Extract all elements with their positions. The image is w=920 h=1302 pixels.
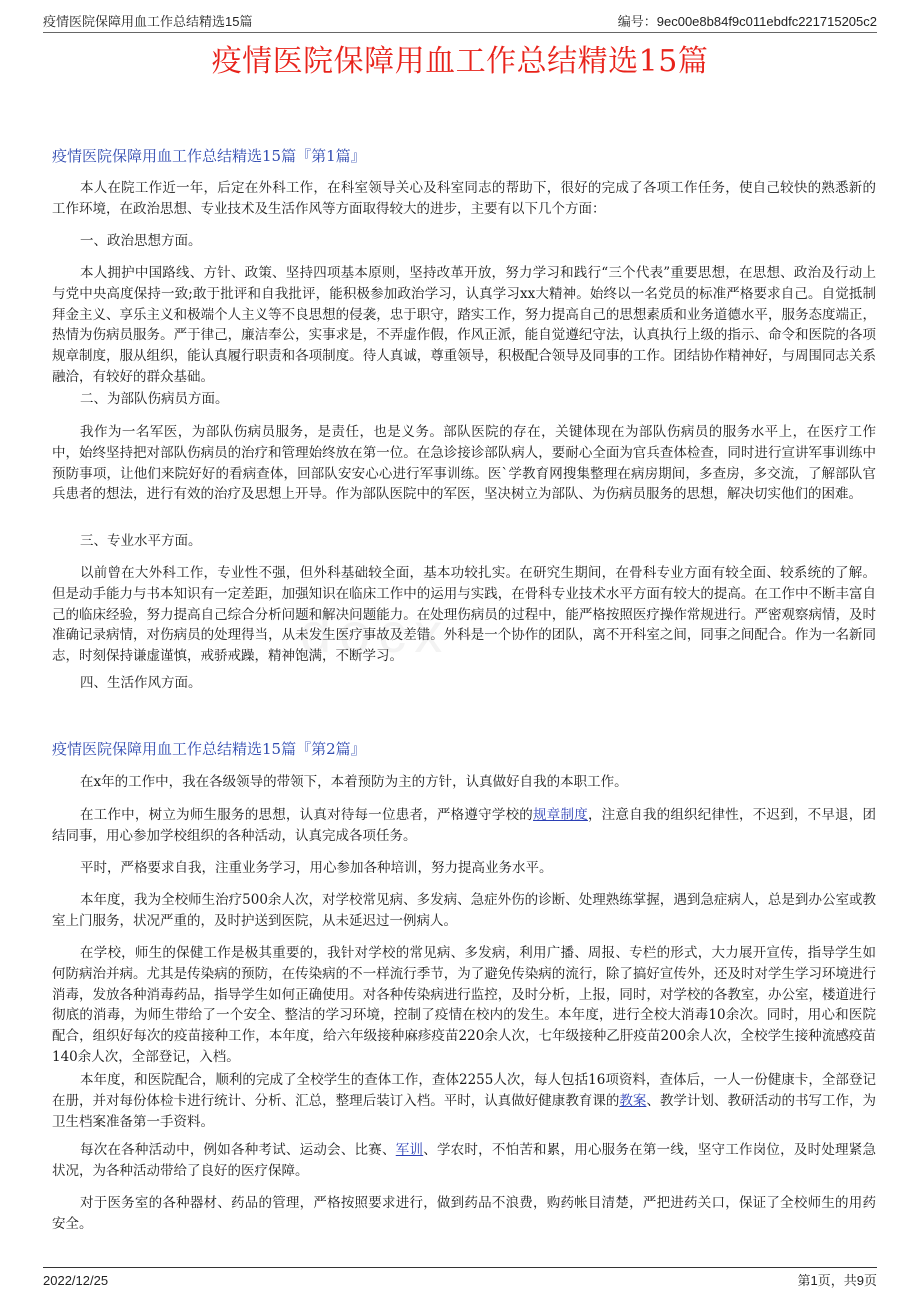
paragraph: 本人在院工作近一年，后定在外科工作，在科室领导关心及科室同志的帮助下，很好的完成了各项工作任务，使自己较快的熟悉新的工作环境，在政治思想、专业技术及生活作风等方面取得较大的进步，主要有以下几个方面： — [52, 180, 876, 217]
paragraph: 在工作中，树立为师生服务的思想，认真对待每一位患者，严格遵守学校的规章制度，注意自我的组织纪律性，不迟到，不早退，团结同事，用心参加学校组织的各种活动，认真完成各项任务。 — [52, 807, 877, 844]
paragraph: 本年度，和医院配合，顺利的完成了全校学生的查体工作，查体2255人次，每人包括16项资料，查体后，一人一份健康卡，全部登记在册，并对每份体检卡进行统计、分析、汇总，整理后装订入档。平时，认真做好健康教育课的教案、教学计划、教研活动的书写工作，为卫生档案准备第一手资料。 — [52, 1072, 877, 1130]
link-rules[interactable]: 规章制度 — [533, 807, 588, 823]
footer-page-number: 第1页，共9页 — [797, 1273, 877, 1288]
paragraph: 在学校，师生的保健工作是极其重要的，我针对学校的常见病、多发病，利用广播、周报、专栏的形式，大力展开宣传，指导学生如何防病治并病。尤其是传染病的预防，在传染病的不一样流行季节，为了避免传染病的流行，除了搞好宣传外，还及时对学生学习环境进行消毒，发放各种消毒药品，指导学生如何正确使用。对各种传染病进行监控，及时分析，上报，同时，对学校的各教室，办公室，楼道进行彻底的消毒，为师生带给了一个安全、整洁的学习环境，控制了疫情在校内的发生。本年度，进行全校大消毒10余次。同时，用心和医院配合，组织好每次的疫苗接种工作，本年度，给六年级接种麻疹疫苗220余人次，七年级接种乙肝疫苗200余人次，全校学生接种流感疫苗140余人次，全部登记，入档。 — [52, 945, 876, 1065]
footer-date: 2022/12/25 — [43, 1273, 109, 1288]
paragraph: 本人拥护中国路线、方针、政策、坚持四项基本原则，坚持改革开放，努力学习和践行“三个代表”重要思想，在思想、政治及行动上与党中央高度保持一致;敢于批评和自我批评，能积极参加政治学习，认真学习xx大精神。始终以一名党员的标准严格要求自己。自觉抵制拜金主义、享乐主义和极端个人主义等不良思想的侵袭，忠于职守，踏实工作，努力提高自己的思想素质和业务道德水平，服务态度端正，热情为伤病员服务。严于律己，廉洁奉公，实事求是，不弄虚作假，作风正派，能自觉遵纪守法，认真执行上级的指示、命令和医院的各项规章制度，服从组织，能认真履行职责和各项制度。待人真诚，尊重领导，积极配合领导及同事的工作。团结协作精神好，与周围同志关系融洽，有较好的群众基础。 — [52, 265, 876, 385]
watermark: docx — [300, 601, 451, 664]
paragraph: 平时，严格要求自我，注重业务学习，用心参加各种培训，努力提高业务水平。 — [80, 860, 553, 876]
document-title: 疫情医院保障用血工作总结精选15篇 — [211, 44, 709, 79]
paragraph: 本年度，我为全校师生治疗500余人次，对学校常见病、多发病、急症外伤的诊断、处理熟练掌握，遇到急症病人，总是到办公室或教室上门服务，状况严重的，及时护送到医院，从未延迟过一例病人。 — [52, 892, 876, 929]
subheading: 二、为部队伤病员方面。 — [80, 391, 229, 407]
header-doc-id: 编号：9ec00e8b84f9c011ebdfc221715205c2 — [617, 14, 877, 29]
link-lesson-plan[interactable]: 教案 — [619, 1092, 647, 1109]
paragraph: 我作为一名军医，为部队伤病员服务，是责任，也是义务。部队医院的存在，关键体现在为部队伤病员的服务水平上，在医疗工作中，始终坚持把对部队伤病员的治疗和管理始终放在第一位。在急诊接诊部队病人，要耐心全面为官兵查体检查，同时进行宣讲军事训练中预防事项，让他们来院好好的看病查体，回部队安安心心进行军事训练。医`学教育网搜集整理在病房期间，多查房，多交流，了解部队官兵患者的想法，进行有效的治疗及思想上开导。作为部队医院中的军医，坚决树立为部队、为伤病员服务的思想，解决切实他们的困难。 — [52, 424, 876, 503]
header-doc-title: 疫情医院保障用血工作总结精选15篇 — [43, 14, 253, 29]
subheading: 三、专业水平方面。 — [80, 533, 202, 549]
page-footer — [43, 1267, 877, 1290]
link-military-training[interactable]: 军训 — [395, 1142, 424, 1158]
paragraph: 在x年的工作中，我在各级领导的带领下，本着预防为主的方针，认真做好自我的本职工作。 — [80, 774, 628, 790]
section-1-heading: 疫情医院保障用血工作总结精选15篇『第1篇』 — [52, 147, 366, 165]
paragraph: 对于医务室的各种器材、药品的管理，严格按照要求进行，做到药品不浪费，购药帐目清楚，严把进药关口，保证了全校师生的用药安全。 — [52, 1195, 876, 1232]
section-2-heading: 疫情医院保障用血工作总结精选15篇『第2篇』 — [52, 740, 366, 758]
page-header — [43, 12, 877, 33]
paragraph: 以前曾在大外科工作，专业性不强，但外科基础较全面，基本功较扎实。在研究生期间，在骨科专业方面有较全面、较系统的了解。但是动手能力与书本知识有一定差距，加强知识在临床工作中的运用与实践，在骨科专业技术水平方面有较大的提高。在工作中不断丰富自己的临床经验，努力提高自己综合分析问题和解决问题能力。在处理伤病员的过程中，能严格按照医疗操作常规进行。严密观察病情，及时准确记录病情，对伤病员的处理得当，从未发生医疗事故及差错。外科是一个协作的团队，离不开科室之间，同事之间配合。作为一名新同志，时刻保持谦虚谨慎，戒骄戒躁，精神饱满，不断学习。 — [52, 565, 876, 665]
subheading: 四、生活作风方面。 — [80, 675, 202, 691]
paragraph: 每次在各种活动中，例如各种考试、运动会、比赛、军训、学农时，不怕苦和累，用心服务在第一线，坚守工作岗位，及时处理紧急状况，为各种活动带给了良好的医疗保障。 — [52, 1142, 877, 1179]
subheading: 一、政治思想方面。 — [80, 233, 202, 249]
